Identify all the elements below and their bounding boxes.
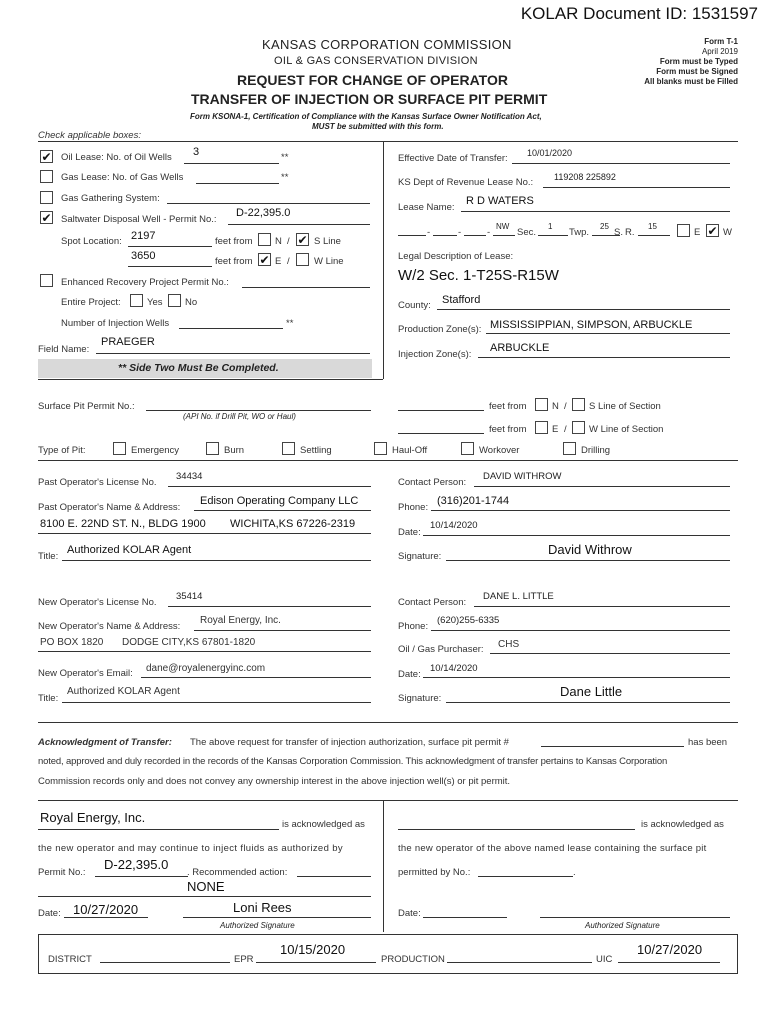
pit-type-workover-label: Workover	[479, 445, 520, 456]
permitted-by-period: .	[573, 867, 576, 878]
lower-right-date-line	[423, 917, 507, 918]
pit-ns-slash: /	[564, 401, 567, 412]
form-title-1: REQUEST FOR CHANGE OF OPERATOR	[237, 72, 508, 88]
lower-right-date-label: Date:	[398, 908, 421, 919]
past-contact-line	[474, 486, 730, 487]
pit-type-workover-checkbox[interactable]	[461, 442, 474, 455]
new-address-line	[38, 651, 371, 652]
lower-operator-line	[38, 829, 279, 830]
footer-district-line	[100, 962, 230, 963]
quarter-3-line	[464, 235, 486, 236]
lower-right-operator-line	[398, 829, 635, 830]
field-name-value[interactable]: PRAEGER	[101, 336, 155, 348]
footer-epr-value[interactable]: 10/15/2020	[280, 942, 346, 957]
spot-ew-line	[128, 266, 212, 267]
ack-top-rule	[38, 722, 738, 723]
ks-dept-label: KS Dept of Revenue Lease No.:	[398, 177, 534, 188]
new-name-line	[194, 630, 371, 631]
pit-s-checkbox[interactable]	[572, 398, 585, 411]
form-note-filled: All blanks must be Filled	[644, 77, 738, 86]
quarter-dash-1: -	[427, 227, 431, 238]
footer-production-line	[447, 962, 592, 963]
past-title-line	[62, 560, 371, 561]
new-email-value[interactable]: dane@royalenergyinc.com	[146, 663, 266, 674]
ks-dept-line	[543, 187, 730, 188]
new-signature-label: Signature:	[398, 693, 442, 704]
lower-right-is-ack: is acknowledged as	[641, 819, 724, 830]
past-signature-value[interactable]: David Withrow	[548, 542, 632, 557]
new-phone-line	[431, 630, 730, 631]
gas-lease-label: Gas Lease: No. of Gas Wells	[61, 172, 184, 183]
pit-ew-line	[398, 433, 484, 434]
division-name: OIL & GAS CONSERVATION DIVISION	[274, 55, 478, 67]
swd-permit-value[interactable]: D-22,395.0	[236, 207, 291, 219]
twp-label: Twp.	[569, 227, 590, 238]
past-address-line	[38, 533, 371, 534]
past-date-label: Date:	[398, 527, 421, 538]
eor-label: Enhanced Recovery Project Permit No.:	[61, 277, 229, 288]
pit-w-label: W Line of Section	[589, 424, 664, 435]
box-bottom-rule	[38, 379, 383, 380]
pit-type-drilling-checkbox[interactable]	[563, 442, 576, 455]
range-e-checkbox[interactable]	[677, 224, 690, 237]
form-title-2: TRANSFER OF INJECTION OR SURFACE PIT PERMIT	[191, 91, 548, 107]
lower-right-signature-line	[540, 917, 730, 918]
new-license-value[interactable]: 35414	[176, 591, 203, 602]
ack-text-1: The above request for transfer of injection authorization, surface pit permit #	[190, 737, 509, 748]
entire-project-no-label: No	[185, 297, 198, 308]
eor-checkbox[interactable]	[40, 274, 53, 287]
footer-epr-label: EPR	[234, 954, 254, 965]
injection-zone-value[interactable]: ARBUCKLE	[490, 342, 550, 354]
oil-wells-stars: **	[281, 152, 289, 163]
side-two-text: ** Side Two Must Be Completed.	[118, 362, 279, 374]
lease-name-value[interactable]: R D WATERS	[466, 195, 534, 207]
form-id: Form T-1	[704, 37, 738, 46]
footer-uic-value[interactable]: 10/27/2020	[637, 942, 703, 957]
pit-n-label: N	[552, 401, 559, 412]
permitted-by-line	[478, 876, 573, 877]
new-license-line	[168, 606, 371, 607]
pit-type-hauloff-label: Haul-Off	[392, 445, 428, 456]
spot-e-label: E	[275, 256, 282, 267]
entire-project-no-checkbox[interactable]	[168, 294, 181, 307]
lower-left-date-line	[64, 917, 148, 918]
lower-operator-value[interactable]: Royal Energy, Inc.	[40, 810, 146, 825]
quarter-1-line	[398, 235, 426, 236]
legal-description-label: Legal Description of Lease:	[398, 251, 514, 262]
num-injection-wells-line	[179, 328, 283, 329]
past-contact-value[interactable]: DAVID WITHROW	[483, 471, 562, 482]
pit-type-hauloff-checkbox[interactable]	[374, 442, 387, 455]
lower-permit-value[interactable]: D-22,395.0	[104, 857, 169, 872]
ks-dept-value[interactable]: 119208 225892	[554, 172, 616, 182]
pit-w-checkbox[interactable]	[572, 421, 585, 434]
past-license-label: Past Operator's License No.	[38, 477, 157, 488]
legal-description-value[interactable]: W/2 Sec. 1-T25S-R15W	[398, 267, 559, 284]
lower-top-rule	[38, 800, 738, 801]
ack-heading: Acknowledgment of Transfer:	[38, 737, 172, 748]
lower-left-text: the new operator and may continue to inject fluids as authorized by	[38, 843, 343, 854]
r-value[interactable]: 15	[648, 222, 657, 231]
swd-permit-line	[228, 224, 370, 225]
field-name-label: Field Name:	[38, 344, 90, 355]
production-zone-value[interactable]: MISSISSIPPIAN, SIMPSON, ARBUCKLE	[490, 319, 693, 331]
swd-label: Saltwater Disposal Well - Permit No.:	[61, 214, 217, 225]
spot-s-label: S Line	[314, 236, 341, 247]
lower-right-text: the new operator of the above named lease containing the surface pit	[398, 843, 707, 854]
past-name-value[interactable]: Edison Operating Company LLC	[200, 495, 359, 507]
entire-project-yes-checkbox[interactable]	[130, 294, 143, 307]
r-line	[638, 235, 670, 236]
agency-name: KANSAS CORPORATION COMMISSION	[262, 37, 512, 52]
gas-gathering-line	[167, 203, 370, 204]
spot-w-label: W Line	[314, 256, 344, 267]
oil-lease-checkbox[interactable]: ✔	[41, 150, 52, 164]
new-signature-line	[446, 702, 730, 703]
new-phone-label: Phone:	[398, 621, 429, 632]
permitted-by-label: permitted by No.:	[398, 867, 471, 878]
pit-type-emergency-checkbox[interactable]	[113, 442, 126, 455]
past-address-2[interactable]: WICHITA,KS 67226-2319	[230, 518, 356, 530]
purchaser-line	[490, 653, 730, 654]
sec-line	[538, 235, 568, 236]
past-date-line	[423, 535, 730, 536]
spot-ew-value[interactable]: 3650	[131, 250, 156, 262]
spot-w-checkbox[interactable]	[296, 253, 309, 266]
injection-zone-line	[478, 357, 730, 358]
ksona-note-1: Form KSONA-1, Certification of Compliance with the Kansas Surface Owner Notification Act,	[190, 112, 542, 121]
pit-ew-feet-from: feet from	[489, 424, 527, 435]
pit-type-settling-checkbox[interactable]	[282, 442, 295, 455]
pit-e-label: E	[552, 424, 559, 435]
pit-ns-line	[398, 410, 484, 411]
spot-ew-slash: /	[287, 256, 290, 267]
new-address-1[interactable]: PO BOX 1820	[40, 637, 104, 648]
check-applicable-boxes: Check applicable boxes:	[38, 130, 141, 141]
gas-wells-stars: **	[281, 172, 289, 183]
new-date-line	[423, 677, 730, 678]
footer-epr-line	[256, 962, 376, 963]
document-id: KOLAR Document ID: 1531597	[520, 4, 758, 23]
new-email-line	[141, 677, 371, 678]
quarter-dash-2: -	[458, 227, 462, 238]
new-date-label: Date:	[398, 669, 421, 680]
new-title-label: Title:	[38, 693, 59, 704]
past-phone-label: Phone:	[398, 502, 429, 513]
production-zone-label: Production Zone(s):	[398, 324, 482, 335]
center-divider	[383, 141, 384, 379]
pit-e-checkbox[interactable]	[535, 421, 548, 434]
past-name-line	[194, 510, 371, 511]
swd-checkbox[interactable]: ✔	[41, 211, 52, 225]
pit-type-settling-label: Settling	[300, 445, 332, 456]
past-license-line	[168, 486, 371, 487]
ack-permit-line	[541, 746, 684, 747]
eor-permit-line	[242, 287, 370, 288]
purchaser-value[interactable]: CHS	[498, 639, 520, 650]
new-title-value[interactable]: Authorized KOLAR Agent	[67, 686, 180, 697]
county-line	[437, 309, 730, 310]
lower-recommended-line-2	[38, 896, 371, 897]
lower-divider	[383, 800, 384, 932]
form-note-typed: Form must be Typed	[659, 57, 738, 66]
new-contact-line	[474, 606, 730, 607]
entire-project-yes-label: Yes	[147, 297, 163, 308]
oil-lease-label: Oil Lease: No. of Oil Wells	[61, 152, 172, 163]
footer-uic-line	[618, 962, 720, 963]
num-injection-wells-label: Number of Injection Wells	[61, 318, 170, 329]
quarter-dash-3: -	[487, 227, 491, 238]
past-title-label: Title:	[38, 551, 59, 562]
pit-section-rule	[38, 460, 738, 461]
type-of-pit-label: Type of Pit:	[38, 445, 86, 456]
pit-type-drilling-label: Drilling	[581, 445, 611, 456]
new-name-label: New Operator's Name & Address:	[38, 621, 181, 632]
new-signature-value[interactable]: Dane Little	[560, 684, 623, 699]
gas-lease-checkbox[interactable]	[40, 170, 53, 183]
lease-name-line	[461, 211, 730, 212]
past-phone-value[interactable]: (316)201-1744	[437, 495, 510, 507]
spot-s-checkbox[interactable]: ✔	[297, 233, 308, 247]
purchaser-label: Oil / Gas Purchaser:	[398, 644, 484, 655]
range-w-checkbox[interactable]: ✔	[707, 224, 718, 238]
ack-text-3: Commission records only and does not convey any ownership interest in the above injection well(s) or pit permit.	[38, 776, 511, 787]
pit-ew-slash: /	[564, 424, 567, 435]
new-date-value[interactable]: 10/14/2020	[430, 663, 478, 674]
spot-ns-slash: /	[287, 236, 290, 247]
lower-left-date-label: Date:	[38, 908, 61, 919]
ack-has-been: has been	[688, 737, 728, 748]
sec-label: Sec.	[517, 227, 537, 238]
oil-wells-line	[184, 163, 279, 164]
effective-date-label: Effective Date of Transfer:	[398, 153, 508, 164]
footer-production-label: PRODUCTION	[381, 954, 445, 965]
past-name-label: Past Operator's Name & Address:	[38, 502, 181, 513]
new-name-value[interactable]: Royal Energy, Inc.	[200, 615, 281, 626]
form-note-signed: Form must be Signed	[656, 67, 738, 76]
spot-ns-value[interactable]: 2197	[131, 230, 156, 242]
lower-left-auth-signature: Authorized Signature	[220, 921, 295, 930]
pit-type-burn-checkbox[interactable]	[206, 442, 219, 455]
new-contact-label: Contact Person:	[398, 597, 467, 608]
effective-date-line	[512, 163, 730, 164]
quarter-4-line	[493, 235, 515, 236]
new-license-label: New Operator's License No.	[38, 597, 157, 608]
effective-date-value[interactable]: 10/01/2020	[527, 148, 573, 158]
gas-gathering-label: Gas Gathering System:	[61, 193, 160, 204]
injection-zone-label: Injection Zone(s):	[398, 349, 472, 360]
lower-recommended-value[interactable]: NONE	[187, 879, 225, 894]
quarter-2-line	[433, 235, 457, 236]
lower-recommended-label: . Recommended action:	[187, 867, 288, 878]
range-w-label: W	[723, 227, 732, 238]
spot-ew-feet-from: feet from	[215, 256, 253, 267]
sec-value[interactable]: 1	[548, 222, 553, 231]
footer-uic-label: UIC	[596, 954, 613, 965]
spot-location-label: Spot Location:	[61, 236, 122, 247]
new-email-label: New Operator's Email:	[38, 668, 133, 679]
past-signature-label: Signature:	[398, 551, 442, 562]
twp-value[interactable]: 25	[600, 222, 609, 231]
lower-left-signature-line	[183, 917, 371, 918]
new-title-line	[62, 702, 371, 703]
past-phone-line	[431, 510, 730, 511]
gas-wells-line	[196, 183, 279, 184]
county-value[interactable]: Stafford	[442, 294, 481, 306]
new-address-2[interactable]: DODGE CITY,KS 67801-1820	[122, 637, 256, 648]
num-injection-wells-stars: **	[286, 318, 294, 329]
surface-pit-line	[146, 410, 371, 411]
spot-ns-feet-from: feet from	[215, 236, 253, 247]
range-e-label: E	[694, 227, 701, 238]
pit-type-burn-label: Burn	[224, 445, 245, 456]
quarter-nw-value[interactable]: NW	[496, 222, 510, 231]
surface-pit-api-note: (API No. if Drill Pit, WO or Haul)	[183, 412, 296, 421]
entire-project-label: Entire Project:	[61, 297, 121, 308]
pit-s-label: S Line of Section	[589, 401, 661, 412]
lower-permit-line	[95, 876, 188, 877]
past-address-1[interactable]: 8100 E. 22ND ST. N., BLDG 1900	[40, 518, 206, 530]
form-date: April 2019	[701, 47, 738, 56]
surface-pit-label: Surface Pit Permit No.:	[38, 401, 135, 412]
production-zone-line	[486, 333, 730, 334]
ack-text-2: noted, approved and duly recorded in the records of the Kansas Corporation Commission. This acknowledgment of transfer pertains to Kansas Corporation	[38, 756, 668, 767]
past-signature-line	[446, 560, 730, 561]
lower-right-auth-signature: Authorized Signature	[585, 921, 660, 930]
lower-left-is-ack: is acknowledged as	[282, 819, 365, 830]
r-label: R.	[625, 227, 635, 238]
twp-s-suffix: S.	[614, 227, 623, 238]
lower-left-date-value[interactable]: 10/27/2020	[73, 902, 139, 917]
county-label: County:	[398, 300, 431, 311]
past-title-value[interactable]: Authorized KOLAR Agent	[67, 544, 192, 556]
past-date-value[interactable]: 10/14/2020	[430, 520, 478, 531]
gas-gathering-checkbox[interactable]	[40, 191, 53, 204]
lower-left-signature-value[interactable]: Loni Rees	[233, 900, 292, 915]
field-name-line	[96, 353, 370, 354]
spot-n-label: N	[275, 236, 282, 247]
spot-ns-line	[128, 246, 212, 247]
past-license-value[interactable]: 34434	[176, 471, 203, 482]
lower-permit-label: Permit No.:	[38, 867, 86, 878]
pit-ns-feet-from: feet from	[489, 401, 527, 412]
ksona-note-2: MUST be submitted with this form.	[312, 122, 444, 131]
spot-e-checkbox[interactable]: ✔	[259, 253, 270, 267]
top-rule	[38, 141, 738, 142]
new-contact-value[interactable]: DANE L. LITTLE	[483, 591, 554, 602]
pit-type-emergency-label: Emergency	[131, 445, 180, 456]
pit-n-checkbox[interactable]	[535, 398, 548, 411]
new-phone-value[interactable]: (620)255-6335	[437, 615, 500, 626]
oil-wells-value[interactable]: 3	[193, 146, 200, 158]
lower-recommended-line	[297, 876, 371, 877]
lease-name-label: Lease Name:	[398, 202, 455, 213]
spot-n-checkbox[interactable]	[258, 233, 271, 246]
past-contact-label: Contact Person:	[398, 477, 467, 488]
footer-district-label: DISTRICT	[48, 954, 92, 965]
